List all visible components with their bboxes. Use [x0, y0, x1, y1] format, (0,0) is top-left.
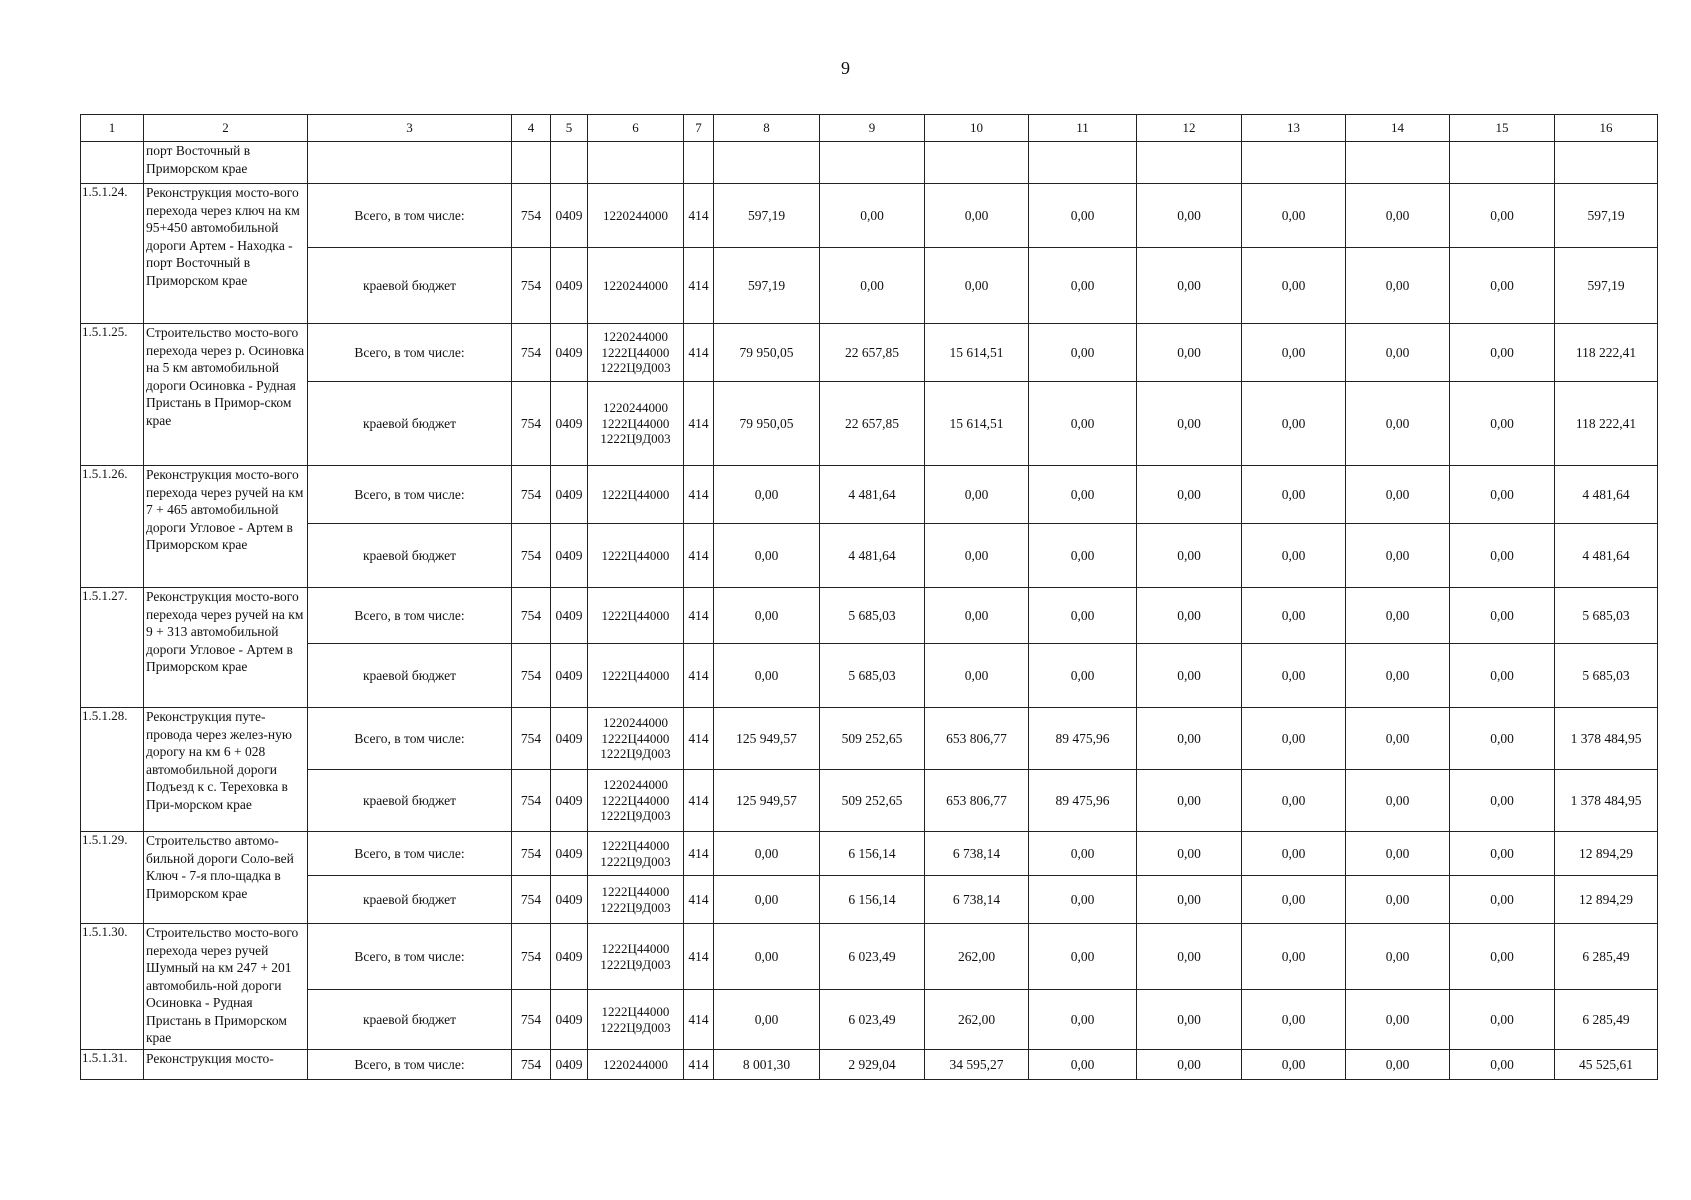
year-amount: 0,00	[1029, 466, 1137, 524]
ministry-code: 754	[512, 770, 551, 832]
year-amount: 0,00	[1346, 324, 1450, 382]
year-amount: 0,00	[714, 990, 820, 1050]
year-amount: 597,19	[714, 184, 820, 248]
year-amount: 0,00	[820, 248, 925, 324]
year-amount: 0,00	[714, 644, 820, 708]
total-amount: 12 894,29	[1555, 876, 1658, 924]
header-cell: 11	[1029, 115, 1137, 142]
ministry-code: 754	[512, 708, 551, 770]
ministry-code: 754	[512, 248, 551, 324]
year-amount: 0,00	[1242, 588, 1346, 644]
year-amount: 0,00	[1450, 324, 1555, 382]
year-amount: 89 475,96	[1029, 708, 1137, 770]
year-amount: 0,00	[1450, 832, 1555, 876]
ministry-code: 754	[512, 324, 551, 382]
header-row	[81, 115, 1658, 142]
year-amount: 0,00	[714, 466, 820, 524]
year-amount: 0,00	[1242, 990, 1346, 1050]
year-amount: 0,00	[1450, 770, 1555, 832]
project-number: 1.5.1.25.	[81, 324, 144, 466]
project-number: 1.5.1.28.	[81, 708, 144, 832]
target-article-code: 1220244000	[588, 1050, 684, 1080]
total-amount: 1 378 484,95	[1555, 770, 1658, 832]
header-cell: 12	[1137, 115, 1242, 142]
project-budget-row	[81, 770, 1658, 832]
year-amount: 15 614,51	[925, 382, 1029, 466]
year-amount: 6 023,49	[820, 990, 925, 1050]
year-amount: 0,00	[1137, 184, 1242, 248]
year-amount: 0,00	[1450, 1050, 1555, 1080]
year-amount: 0,00	[1137, 382, 1242, 466]
continuation-num-cell	[81, 142, 144, 184]
year-amount: 22 657,85	[820, 382, 925, 466]
project-name: Реконструкция мосто-вого перехода через ключ на км 95+450 автомобильной дороги Артем - Находка - порт Восточный в Приморском крае	[144, 184, 308, 324]
section-code: 0409	[551, 832, 588, 876]
year-amount: 0,00	[1029, 524, 1137, 588]
year-amount: 0,00	[1242, 924, 1346, 990]
year-amount: 0,00	[1450, 184, 1555, 248]
target-article-code: 1220244000 1222Ц44000 1222Ц9Д003	[588, 770, 684, 832]
ministry-code: 754	[512, 924, 551, 990]
ministry-code: 754	[512, 184, 551, 248]
total-amount: 5 685,03	[1555, 588, 1658, 644]
year-amount: 0,00	[925, 644, 1029, 708]
year-amount: 0,00	[1242, 248, 1346, 324]
year-amount: 0,00	[1029, 588, 1137, 644]
year-amount: 0,00	[925, 588, 1029, 644]
year-amount: 0,00	[1450, 644, 1555, 708]
project-name: Строительство мосто-вого перехода через р. Осиновка на 5 км автомобильной дороги Осиновка - Рудная Пристань в Примор-ском крае	[144, 324, 308, 466]
header-cell: 16	[1555, 115, 1658, 142]
expense-type-code: 414	[684, 1050, 714, 1080]
funding-label: Всего, в том числе:	[308, 708, 512, 770]
section-code: 0409	[551, 770, 588, 832]
year-amount: 0,00	[1450, 708, 1555, 770]
year-amount: 0,00	[1450, 248, 1555, 324]
total-amount: 6 285,49	[1555, 990, 1658, 1050]
year-amount: 0,00	[925, 466, 1029, 524]
section-code: 0409	[551, 382, 588, 466]
year-amount: 0,00	[1137, 466, 1242, 524]
continuation-row	[81, 142, 1658, 184]
year-amount: 0,00	[925, 248, 1029, 324]
year-amount: 0,00	[1450, 990, 1555, 1050]
year-amount: 0,00	[1137, 524, 1242, 588]
continuation-name-cell: порт Восточный в Приморском крае	[144, 142, 308, 184]
header-cell: 4	[512, 115, 551, 142]
project-total-row	[81, 184, 1658, 248]
year-amount: 0,00	[1137, 832, 1242, 876]
project-total-row	[81, 708, 1658, 770]
page-number: 9	[841, 58, 850, 78]
year-amount: 79 950,05	[714, 382, 820, 466]
year-amount: 0,00	[1029, 644, 1137, 708]
project-name: Реконструкция мосто-	[144, 1050, 308, 1080]
year-amount: 125 949,57	[714, 708, 820, 770]
year-amount: 0,00	[1029, 990, 1137, 1050]
project-name: Реконструкция путе-провода через желез-ную дорогу на км 6 + 028 автомобильной дороги Подъезд к с. Тереховка в При-морском крае	[144, 708, 308, 832]
year-amount: 0,00	[1242, 382, 1346, 466]
expense-type-code: 414	[684, 248, 714, 324]
section-code: 0409	[551, 644, 588, 708]
year-amount: 0,00	[1346, 1050, 1450, 1080]
year-amount: 0,00	[1450, 924, 1555, 990]
year-amount: 22 657,85	[820, 324, 925, 382]
year-amount: 0,00	[1242, 1050, 1346, 1080]
year-amount: 4 481,64	[820, 466, 925, 524]
year-amount: 0,00	[1450, 588, 1555, 644]
year-amount: 0,00	[820, 184, 925, 248]
project-name: Строительство автомо-бильной дороги Соло-вей Ключ - 7-я пло-щадка в Приморском крае	[144, 832, 308, 924]
ministry-code: 754	[512, 466, 551, 524]
project-total-row	[81, 466, 1658, 524]
year-amount: 5 685,03	[820, 588, 925, 644]
year-amount: 0,00	[1029, 924, 1137, 990]
section-code: 0409	[551, 990, 588, 1050]
year-amount: 0,00	[1242, 324, 1346, 382]
section-code: 0409	[551, 1050, 588, 1080]
year-amount: 79 950,05	[714, 324, 820, 382]
year-amount: 0,00	[1346, 524, 1450, 588]
funding-label: краевой бюджет	[308, 248, 512, 324]
project-name: Строительство мосто-вого перехода через ручей Шумный на км 247 + 201 автомобиль-ной дороги Осиновка - Рудная Пристань в Приморском крае	[144, 924, 308, 1050]
ministry-code: 754	[512, 832, 551, 876]
year-amount: 0,00	[1450, 524, 1555, 588]
expense-type-code: 414	[684, 708, 714, 770]
section-code: 0409	[551, 184, 588, 248]
header-cell: 6	[588, 115, 684, 142]
year-amount: 6 156,14	[820, 876, 925, 924]
header-cell: 14	[1346, 115, 1450, 142]
total-amount: 4 481,64	[1555, 524, 1658, 588]
funding-label: Всего, в том числе:	[308, 588, 512, 644]
year-amount: 0,00	[714, 876, 820, 924]
year-amount: 0,00	[1137, 248, 1242, 324]
section-code: 0409	[551, 524, 588, 588]
target-article-code: 1220244000 1222Ц44000 1222Ц9Д003	[588, 382, 684, 466]
year-amount: 4 481,64	[820, 524, 925, 588]
project-budget-row	[81, 644, 1658, 708]
year-amount: 0,00	[1346, 382, 1450, 466]
project-number: 1.5.1.26.	[81, 466, 144, 588]
header-cell: 10	[925, 115, 1029, 142]
year-amount: 0,00	[1346, 184, 1450, 248]
year-amount: 0,00	[1346, 832, 1450, 876]
year-amount: 0,00	[1450, 382, 1555, 466]
project-total-row	[81, 324, 1658, 382]
year-amount: 262,00	[925, 990, 1029, 1050]
target-article-code: 1220244000	[588, 248, 684, 324]
year-amount: 5 685,03	[820, 644, 925, 708]
year-amount: 0,00	[1346, 990, 1450, 1050]
year-amount: 0,00	[1346, 876, 1450, 924]
funding-label: краевой бюджет	[308, 524, 512, 588]
year-amount: 0,00	[714, 524, 820, 588]
year-amount: 0,00	[1029, 1050, 1137, 1080]
expense-type-code: 414	[684, 770, 714, 832]
section-code: 0409	[551, 588, 588, 644]
funding-label: Всего, в том числе:	[308, 924, 512, 990]
year-amount: 0,00	[1242, 184, 1346, 248]
header-cell: 7	[684, 115, 714, 142]
total-amount: 1 378 484,95	[1555, 708, 1658, 770]
target-article-code: 1222Ц44000	[588, 466, 684, 524]
ministry-code: 754	[512, 588, 551, 644]
year-amount: 0,00	[1137, 770, 1242, 832]
funding-label: краевой бюджет	[308, 644, 512, 708]
project-total-row	[81, 924, 1658, 990]
total-amount: 118 222,41	[1555, 324, 1658, 382]
year-amount: 0,00	[1346, 708, 1450, 770]
year-amount: 0,00	[1137, 1050, 1242, 1080]
year-amount: 0,00	[1137, 644, 1242, 708]
year-amount: 0,00	[1137, 708, 1242, 770]
year-amount: 6 738,14	[925, 832, 1029, 876]
total-amount: 5 685,03	[1555, 644, 1658, 708]
ministry-code: 754	[512, 524, 551, 588]
project-number: 1.5.1.29.	[81, 832, 144, 924]
expense-type-code: 414	[684, 644, 714, 708]
funding-label: краевой бюджет	[308, 876, 512, 924]
ministry-code: 754	[512, 382, 551, 466]
project-name: Реконструкция мосто-вого перехода через ручей на км 9 + 313 автомобильной дороги Угловое - Артем в Приморском крае	[144, 588, 308, 708]
target-article-code: 1222Ц44000	[588, 644, 684, 708]
year-amount: 0,00	[1346, 466, 1450, 524]
section-code: 0409	[551, 924, 588, 990]
year-amount: 0,00	[1242, 644, 1346, 708]
year-amount: 0,00	[1137, 924, 1242, 990]
project-total-row	[81, 832, 1658, 876]
funding-label: Всего, в том числе:	[308, 1050, 512, 1080]
project-total-row	[81, 588, 1658, 644]
year-amount: 6 156,14	[820, 832, 925, 876]
expense-type-code: 414	[684, 876, 714, 924]
year-amount: 15 614,51	[925, 324, 1029, 382]
year-amount: 0,00	[714, 924, 820, 990]
project-number: 1.5.1.31.	[81, 1050, 144, 1080]
table-body	[81, 115, 1658, 1080]
year-amount: 0,00	[925, 524, 1029, 588]
target-article-code: 1222Ц44000	[588, 588, 684, 644]
year-amount: 0,00	[714, 588, 820, 644]
section-code: 0409	[551, 466, 588, 524]
expense-type-code: 414	[684, 990, 714, 1050]
year-amount: 0,00	[1029, 248, 1137, 324]
target-article-code: 1220244000	[588, 184, 684, 248]
total-amount: 6 285,49	[1555, 924, 1658, 990]
header-cell: 2	[144, 115, 308, 142]
funding-label: краевой бюджет	[308, 990, 512, 1050]
year-amount: 34 595,27	[925, 1050, 1029, 1080]
total-amount: 118 222,41	[1555, 382, 1658, 466]
expense-type-code: 414	[684, 324, 714, 382]
year-amount: 0,00	[1242, 466, 1346, 524]
year-amount: 0,00	[1029, 832, 1137, 876]
total-amount: 597,19	[1555, 248, 1658, 324]
total-amount: 597,19	[1555, 184, 1658, 248]
ministry-code: 754	[512, 990, 551, 1050]
year-amount: 597,19	[714, 248, 820, 324]
year-amount: 2 929,04	[820, 1050, 925, 1080]
year-amount: 0,00	[1242, 876, 1346, 924]
year-amount: 262,00	[925, 924, 1029, 990]
project-budget-row	[81, 876, 1658, 924]
target-article-code: 1222Ц44000	[588, 524, 684, 588]
year-amount: 0,00	[714, 832, 820, 876]
year-amount: 0,00	[1450, 466, 1555, 524]
project-number: 1.5.1.24.	[81, 184, 144, 324]
funding-label: Всего, в том числе:	[308, 466, 512, 524]
project-budget-row	[81, 248, 1658, 324]
project-name: Реконструкция мосто-вого перехода через ручей на км 7 + 465 автомобильной дороги Угловое - Артем в Приморском крае	[144, 466, 308, 588]
header-cell: 9	[820, 115, 925, 142]
year-amount: 0,00	[1346, 770, 1450, 832]
year-amount: 0,00	[1137, 588, 1242, 644]
expense-type-code: 414	[684, 184, 714, 248]
expense-type-code: 414	[684, 588, 714, 644]
year-amount: 8 001,30	[714, 1050, 820, 1080]
section-code: 0409	[551, 876, 588, 924]
year-amount: 0,00	[1137, 990, 1242, 1050]
funding-label: краевой бюджет	[308, 770, 512, 832]
header-cell: 13	[1242, 115, 1346, 142]
year-amount: 0,00	[1346, 924, 1450, 990]
project-budget-row	[81, 990, 1658, 1050]
target-article-code: 1222Ц44000 1222Ц9Д003	[588, 990, 684, 1050]
ministry-code: 754	[512, 644, 551, 708]
year-amount: 0,00	[1346, 588, 1450, 644]
year-amount: 0,00	[1242, 524, 1346, 588]
total-amount: 4 481,64	[1555, 466, 1658, 524]
year-amount: 0,00	[925, 184, 1029, 248]
year-amount: 509 252,65	[820, 708, 925, 770]
header-cell: 5	[551, 115, 588, 142]
year-amount: 0,00	[1242, 708, 1346, 770]
section-code: 0409	[551, 324, 588, 382]
section-code: 0409	[551, 708, 588, 770]
project-budget-row	[81, 524, 1658, 588]
year-amount: 0,00	[1029, 876, 1137, 924]
budget-table	[80, 114, 1658, 1080]
header-cell: 3	[308, 115, 512, 142]
year-amount: 0,00	[1242, 832, 1346, 876]
year-amount: 125 949,57	[714, 770, 820, 832]
year-amount: 509 252,65	[820, 770, 925, 832]
year-amount: 0,00	[1137, 876, 1242, 924]
year-amount: 89 475,96	[1029, 770, 1137, 832]
total-amount: 12 894,29	[1555, 832, 1658, 876]
year-amount: 0,00	[1346, 248, 1450, 324]
year-amount: 0,00	[1242, 770, 1346, 832]
expense-type-code: 414	[684, 924, 714, 990]
target-article-code: 1220244000 1222Ц44000 1222Ц9Д003	[588, 708, 684, 770]
funding-label: Всего, в том числе:	[308, 184, 512, 248]
project-number: 1.5.1.27.	[81, 588, 144, 708]
year-amount: 6 023,49	[820, 924, 925, 990]
year-amount: 0,00	[1137, 324, 1242, 382]
header-cell: 1	[81, 115, 144, 142]
expense-type-code: 414	[684, 466, 714, 524]
total-amount: 45 525,61	[1555, 1050, 1658, 1080]
target-article-code: 1222Ц44000 1222Ц9Д003	[588, 924, 684, 990]
section-code: 0409	[551, 248, 588, 324]
target-article-code: 1222Ц44000 1222Ц9Д003	[588, 876, 684, 924]
expense-type-code: 414	[684, 382, 714, 466]
target-article-code: 1222Ц44000 1222Ц9Д003	[588, 832, 684, 876]
project-budget-row	[81, 382, 1658, 466]
header-cell: 8	[714, 115, 820, 142]
header-cell: 15	[1450, 115, 1555, 142]
project-number: 1.5.1.30.	[81, 924, 144, 1050]
expense-type-code: 414	[684, 832, 714, 876]
funding-label: Всего, в том числе:	[308, 324, 512, 382]
target-article-code: 1220244000 1222Ц44000 1222Ц9Д003	[588, 324, 684, 382]
ministry-code: 754	[512, 876, 551, 924]
funding-label: краевой бюджет	[308, 382, 512, 466]
project-total-row	[81, 1050, 1658, 1080]
expense-type-code: 414	[684, 524, 714, 588]
funding-label: Всего, в том числе:	[308, 832, 512, 876]
year-amount: 0,00	[1029, 184, 1137, 248]
year-amount: 0,00	[1029, 382, 1137, 466]
ministry-code: 754	[512, 1050, 551, 1080]
year-amount: 0,00	[1346, 644, 1450, 708]
year-amount: 0,00	[1029, 324, 1137, 382]
year-amount: 653 806,77	[925, 708, 1029, 770]
year-amount: 0,00	[1450, 876, 1555, 924]
year-amount: 6 738,14	[925, 876, 1029, 924]
year-amount: 653 806,77	[925, 770, 1029, 832]
